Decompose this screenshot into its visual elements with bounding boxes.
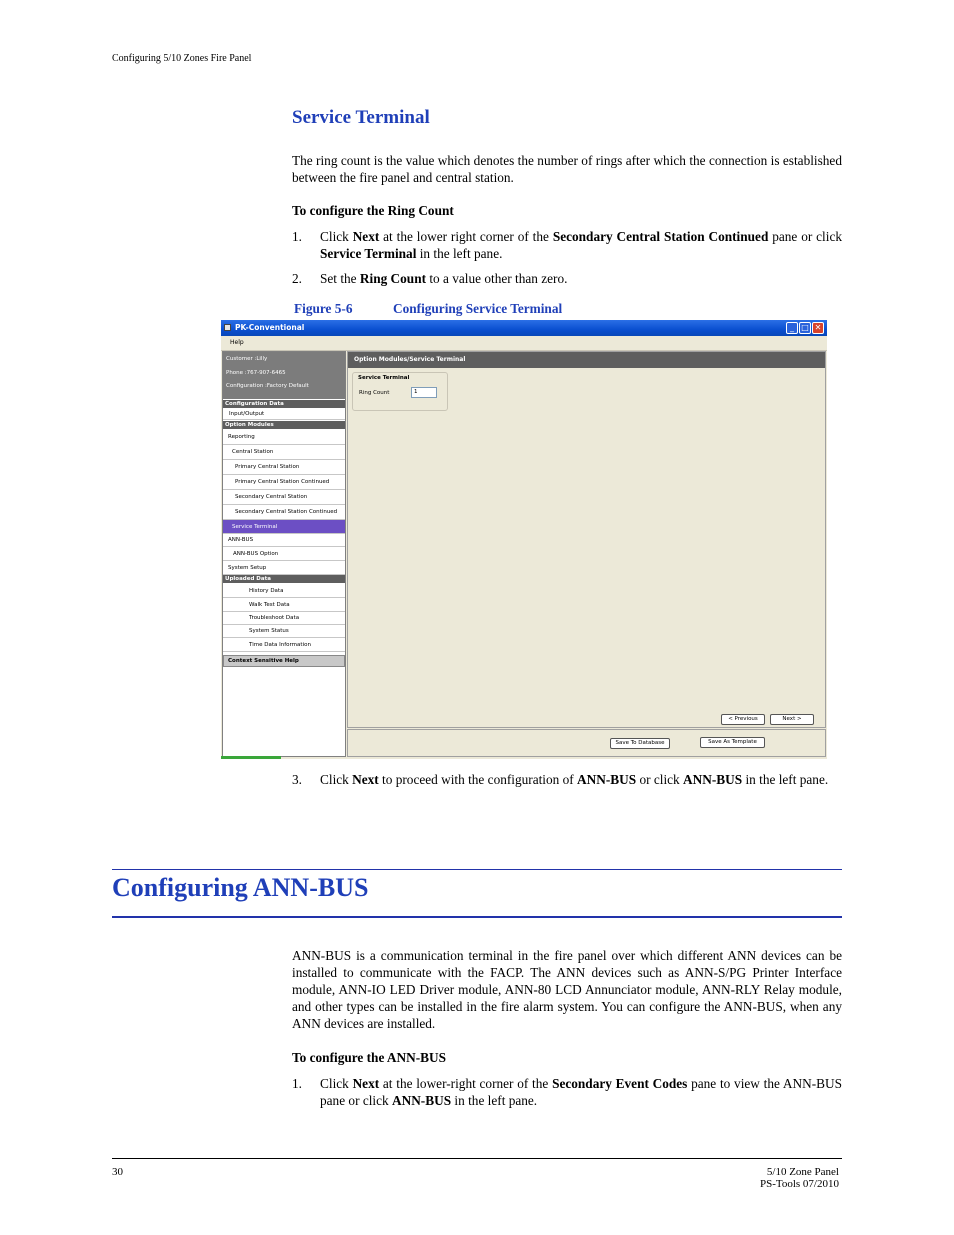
section2-intro: ANN-BUS is a communication terminal in the fire panel over which different ANN devices can be installed to communicate with the FACP. The ANN devices such as ANN-S/PG Printer Interface module, ANN-IO LED Driver module, ANN-80 LCD Annunciator module, ANN-RLY Relay module, and other types can be installed in the fire alarm system. You can configure the ANN-BUS, when any ANN devices are installed. — [292, 948, 842, 1031]
nav-item-system-setup[interactable]: System Setup — [223, 561, 345, 575]
menu-help[interactable]: Help — [230, 339, 244, 346]
step-text: Click Next at the lower-right corner of the Secondary Event Codes pane to view the ANN-BUS pane or click ANN-BUS in the left pane. — [320, 1076, 842, 1108]
figure-caption — [294, 301, 563, 317]
figure-title: Configuring Service Terminal — [393, 301, 563, 316]
nav-item-input-output[interactable]: Input/Output — [223, 409, 345, 420]
figure-number: Figure 5-6 — [294, 301, 353, 316]
nav-item-walk-test-data[interactable]: Walk Test Data — [223, 598, 345, 612]
nav-header-configuration[interactable]: Configuration Data — [223, 400, 345, 408]
ring-count-label: Ring Count — [359, 390, 390, 396]
nav-item-secondary-cs[interactable]: Secondary Central Station — [223, 490, 345, 505]
nav-item-central-station[interactable]: Central Station — [223, 445, 345, 460]
bottom-bar — [347, 729, 826, 757]
step-number: 3. — [292, 772, 302, 787]
window-titlebar — [221, 320, 827, 336]
step-number: 1. — [292, 1076, 302, 1091]
status-strip — [221, 756, 281, 759]
page-number: 30 — [112, 1166, 123, 1178]
step-number: 1. — [292, 229, 302, 244]
procedure-title: To configure the Ring Count — [292, 203, 454, 218]
step-text: Click Next at the lower right corner of the Secondary Central Station Continued pane or click Service Terminal in the left pane. — [320, 229, 842, 261]
window-title: PK-Conventional — [235, 323, 305, 332]
procedure-step — [292, 228, 842, 264]
running-header: Configuring 5/10 Zones Fire Panel — [112, 53, 252, 64]
heading-rule-bottom — [112, 916, 842, 918]
nav-item-time-data-information[interactable]: Time Data Information — [223, 638, 345, 652]
app-screenshot — [221, 320, 827, 759]
procedure-step — [292, 270, 842, 288]
pane-title: Option Modules/Service Terminal — [348, 352, 825, 368]
ring-count-input[interactable]: 1 — [411, 387, 437, 398]
nav-header-uploaded-data[interactable]: Uploaded Data — [223, 575, 345, 583]
app-icon — [224, 324, 231, 331]
save-to-database-button[interactable]: Save To Database — [610, 738, 670, 749]
footer-doc-info — [760, 1166, 839, 1190]
procedure-step — [292, 1075, 842, 1111]
nav-item-reporting[interactable]: Reporting — [223, 430, 345, 445]
maximize-icon[interactable]: □ — [799, 322, 811, 334]
nav-item-service-terminal[interactable]: Service Terminal — [223, 520, 345, 534]
nav-item-history-data[interactable]: History Data — [223, 584, 345, 598]
close-icon[interactable]: ✕ — [812, 322, 824, 334]
nav-item-primary-cs-continued[interactable]: Primary Central Station Continued — [223, 475, 345, 490]
customer-phone: Phone :767-907-6465 — [226, 370, 286, 376]
nav-item-troubleshoot-data[interactable]: Troubleshoot Data — [223, 612, 345, 625]
next-button[interactable]: Next > — [770, 714, 814, 725]
step-text: Click Next to proceed with the configuration of ANN-BUS or click ANN-BUS in the left pane. — [320, 772, 829, 787]
chapter-heading: Configuring ANN-BUS — [112, 873, 369, 902]
footer-doc-title: 5/10 Zone Panel — [766, 1166, 839, 1178]
footer-doc-version: PS-Tools 07/2010 — [760, 1178, 839, 1190]
left-nav-pane — [222, 351, 346, 757]
nav-header-option-modules[interactable]: Option Modules — [223, 421, 345, 429]
procedure-step — [292, 771, 842, 807]
procedure-title: To configure the ANN-BUS — [292, 1050, 447, 1065]
customer-configuration: Configuration :Factory Default — [226, 383, 309, 389]
section-heading: Service Terminal — [292, 107, 430, 128]
service-terminal-group — [352, 372, 448, 411]
nav-item-secondary-cs-continued[interactable]: Secondary Central Station Continued — [223, 505, 345, 520]
group-title: Service Terminal — [358, 375, 410, 381]
nav-item-primary-cs[interactable]: Primary Central Station — [223, 460, 345, 475]
step-number: 2. — [292, 271, 302, 286]
context-help-bar[interactable]: Context Sensitive Help — [223, 655, 345, 667]
content-pane — [347, 351, 826, 728]
minimize-icon[interactable]: _ — [786, 322, 798, 334]
save-as-template-button[interactable]: Save As Template — [700, 737, 765, 748]
section-intro: The ring count is the value which denotes the number of rings after which the connection is established between the fire panel and central station. — [292, 153, 842, 185]
nav-item-ann-bus-option[interactable]: ANN-BUS Option — [223, 547, 345, 561]
nav-item-system-status[interactable]: System Status — [223, 625, 345, 638]
menu-bar — [221, 336, 827, 351]
footer-rule — [112, 1158, 842, 1159]
step-text: Set the Ring Count to a value other than zero. — [320, 271, 568, 286]
previous-button[interactable]: < Previous — [721, 714, 765, 725]
nav-item-ann-bus[interactable]: ANN-BUS — [223, 534, 345, 547]
customer-name: Customer :Lilly — [226, 356, 268, 362]
heading-rule-top — [112, 869, 842, 870]
customer-info — [223, 352, 345, 399]
